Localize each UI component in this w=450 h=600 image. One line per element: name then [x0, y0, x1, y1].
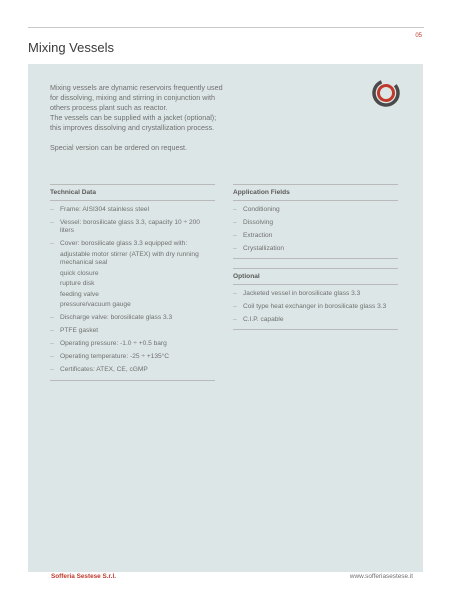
list-item: – Extraction — [233, 231, 273, 239]
list-item: – Cover: borosilicate glass 3.3 equipped with: — [50, 240, 188, 247]
technical-data-section — [50, 184, 215, 381]
intro-paragraph: Special version can be ordered on request. — [50, 143, 188, 152]
intro-paragraph: Mixing vessels are dynamic reservoirs frequently used for dissolving, mixing and stirring in conjunction with others process plant such as reactor. — [50, 83, 223, 112]
section-title: Optional — [233, 268, 398, 285]
intro-paragraph: The vessels can be supplied with a jacket (optional); this improves dissolving and crystallization process. — [50, 113, 217, 132]
list-item: – Crystallization — [233, 244, 285, 252]
technical-data-list — [50, 206, 215, 381]
company-logo-icon — [370, 77, 402, 109]
list-item: – Discharge valve: borosilicate glass 3.3 — [50, 314, 173, 321]
footer-company-name: Sofferia Sestese S.r.l. — [51, 573, 117, 580]
optional-list — [233, 290, 398, 331]
footer-website-link[interactable]: www.sofferiasestese.it — [349, 573, 413, 580]
sub-list-item: feeding valve — [60, 290, 99, 298]
list-item: – Frame: AISI304 stainless steel — [50, 205, 150, 213]
list-item: – Coil type heat exchanger in borosilicate glass 3.3 — [233, 302, 387, 310]
list-item: – PTFE gasket — [50, 327, 99, 334]
list-item: – C.I.P. capable — [233, 315, 284, 323]
sub-list-item: rupture disk — [60, 280, 95, 287]
section-title: Technical Data — [50, 184, 215, 201]
page-number: 05 — [415, 33, 422, 39]
header-rule — [28, 27, 424, 28]
section-title: Application Fields — [233, 184, 398, 201]
sub-list-item: adjustable motor stirrer (ATEX) with dry running mechanical seal — [60, 250, 199, 266]
list-item: – Jacketed vessel in borosilicate glass 3.3 — [233, 289, 361, 297]
sub-list-item: quick closure — [60, 269, 99, 277]
list-item: – Certificates: ATEX, CE, cGMP — [50, 366, 148, 373]
intro-text — [50, 83, 225, 153]
list-item: – Vessel: borosilicate glass 3.3, capacity 10 ÷ 200 liters — [50, 218, 200, 234]
optional-section — [233, 268, 398, 330]
sub-list-item: pressure/vacuum gauge — [60, 301, 131, 308]
list-item: – Conditioning — [233, 205, 280, 213]
application-fields-list — [233, 206, 398, 260]
page-title: Mixing Vessels — [28, 39, 114, 55]
list-item: – Operating pressure: -1.0 ÷ +0.5 barg — [50, 340, 167, 347]
list-item: – Dissolving — [233, 218, 274, 226]
list-item: – Operating temperature: -25 ÷ +135°C — [50, 353, 170, 360]
application-fields-section — [233, 184, 398, 259]
